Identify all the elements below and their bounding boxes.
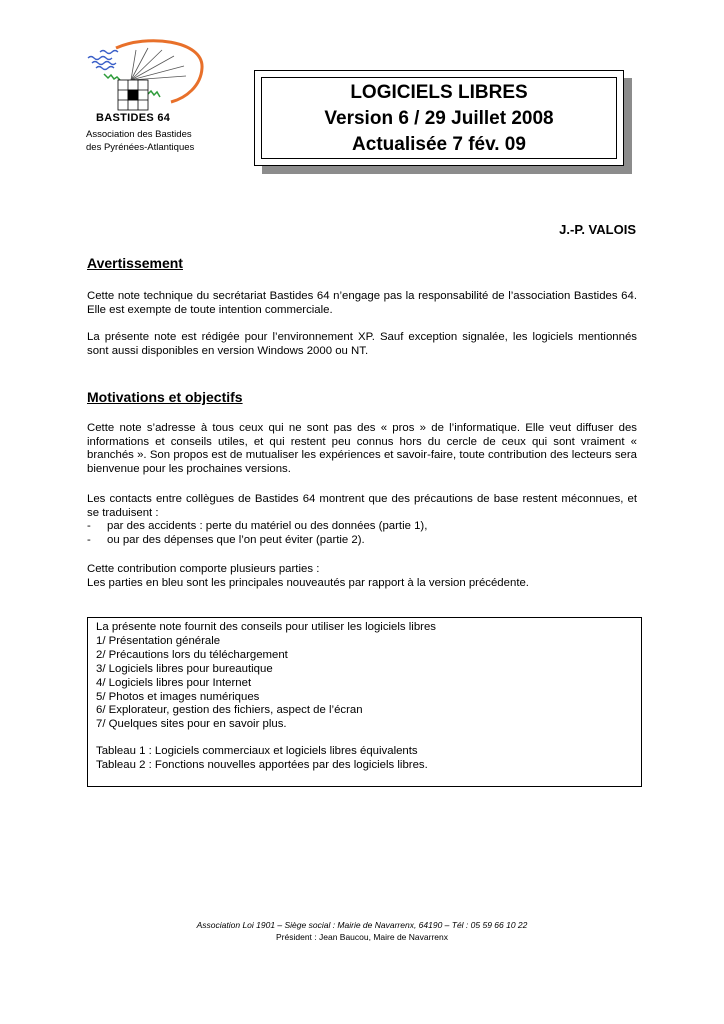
- contents-item: 3/ Logiciels libres pour bureautique: [96, 662, 273, 675]
- paragraph-text: Cette contribution comporte plusieurs parties :: [87, 563, 320, 575]
- list-item: - par des accidents : perte du matériel ou des données (partie 1),: [87, 520, 637, 534]
- list-item: - ou par des dépenses que l’on peut éviter (partie 2).: [87, 534, 637, 548]
- contents-item: 4/ Logiciels libres pour Internet: [96, 676, 252, 689]
- footer-president: Président : Jean Baucou, Maire de Navarrenx: [276, 932, 448, 942]
- paragraph-text: Les contacts entre collègues de Bastides 64 montrent que des précautions de base restent méconnues, et se traduisent :: [87, 493, 637, 519]
- logo-subtitle: [86, 128, 194, 154]
- contents-table-item: Tableau 2 : Fonctions nouvelles apportées par des logiciels libres.: [96, 759, 428, 772]
- footer-address: Association Loi 1901 – Siège social : Mairie de Navarrenx, 64190 – Tél : 05 59 66 10 22: [196, 920, 528, 930]
- contents-item: 5/ Photos et images numériques: [96, 690, 260, 703]
- paragraph-text: Les parties en bleu sont les principales nouveautés par rapport à la version précédente.: [87, 576, 529, 589]
- logo-grid: [118, 80, 148, 110]
- contents-item: 7/ Quelques sites pour en savoir plus.: [96, 718, 287, 731]
- paragraph: [87, 331, 637, 358]
- title-inner-frame: [261, 77, 617, 159]
- contents-item: 1/ Présentation générale: [96, 634, 221, 647]
- contents-item: 6/ Explorateur, gestion des fichiers, aspect de l’écran: [96, 704, 363, 717]
- title-line-2: Version 6 / 29 Juillet 2008: [324, 108, 554, 129]
- paragraph: [87, 563, 637, 590]
- spacer: [96, 732, 633, 745]
- title-box: [254, 70, 624, 166]
- logo-subtitle-line2: des Pyrénées-Atlantiques: [86, 142, 195, 153]
- logo-name: BASTIDES 64: [96, 112, 171, 124]
- logo-waves: [88, 51, 118, 70]
- paragraph: [87, 422, 637, 477]
- paragraph-text: Cette note s’adresse à tous ceux qui ne sont pas des « pros » de l’informatique. Elle veut diffuser des informations et conseils utiles, et qui restent peu connus hors du cercle de ceux qui sont vraiment « branchés ». Son propos est de mutualiser les expériences et savoir-faire, toute contribution des lecteurs sera bienvenue pour les prochaines versions.: [87, 422, 637, 476]
- author: J.-P. VALOIS: [559, 222, 636, 237]
- title-line-1: LOGICIELS LIBRES: [350, 82, 528, 103]
- paragraph-text: Cette note technique du secrétariat Bastides 64 n’engage pas la responsabilité de l’association Bastides 64. Elle est exempte de toute intention commerciale.: [87, 290, 637, 316]
- title-line-3: Actualisée 7 fév. 09: [352, 134, 526, 155]
- contents-item: 2/ Précautions lors du téléchargement: [96, 648, 288, 661]
- paragraph: [87, 493, 637, 548]
- bastides-logo: [86, 38, 206, 112]
- paragraph-text: La présente note est rédigée pour l’environnement XP. Sauf exception signalée, les logiciels mentionnés sont aussi disponibles en version Windows 2000 ou NT.: [87, 331, 637, 357]
- bullet-list: [87, 520, 637, 547]
- heading-motivations: Motivations et objectifs: [87, 389, 243, 405]
- contents-box: [87, 617, 642, 787]
- logo-rays: [131, 48, 186, 80]
- contents-intro: La présente note fournit des conseils pour utiliser les logiciels libres: [96, 621, 437, 633]
- logo-subtitle-line1: Association des Bastides: [86, 129, 192, 140]
- contents-table-item: Tableau 1 : Logiciels commerciaux et logiciels libres équivalents: [96, 745, 418, 758]
- paragraph: [87, 290, 637, 317]
- heading-avertissement: Avertissement: [87, 255, 183, 271]
